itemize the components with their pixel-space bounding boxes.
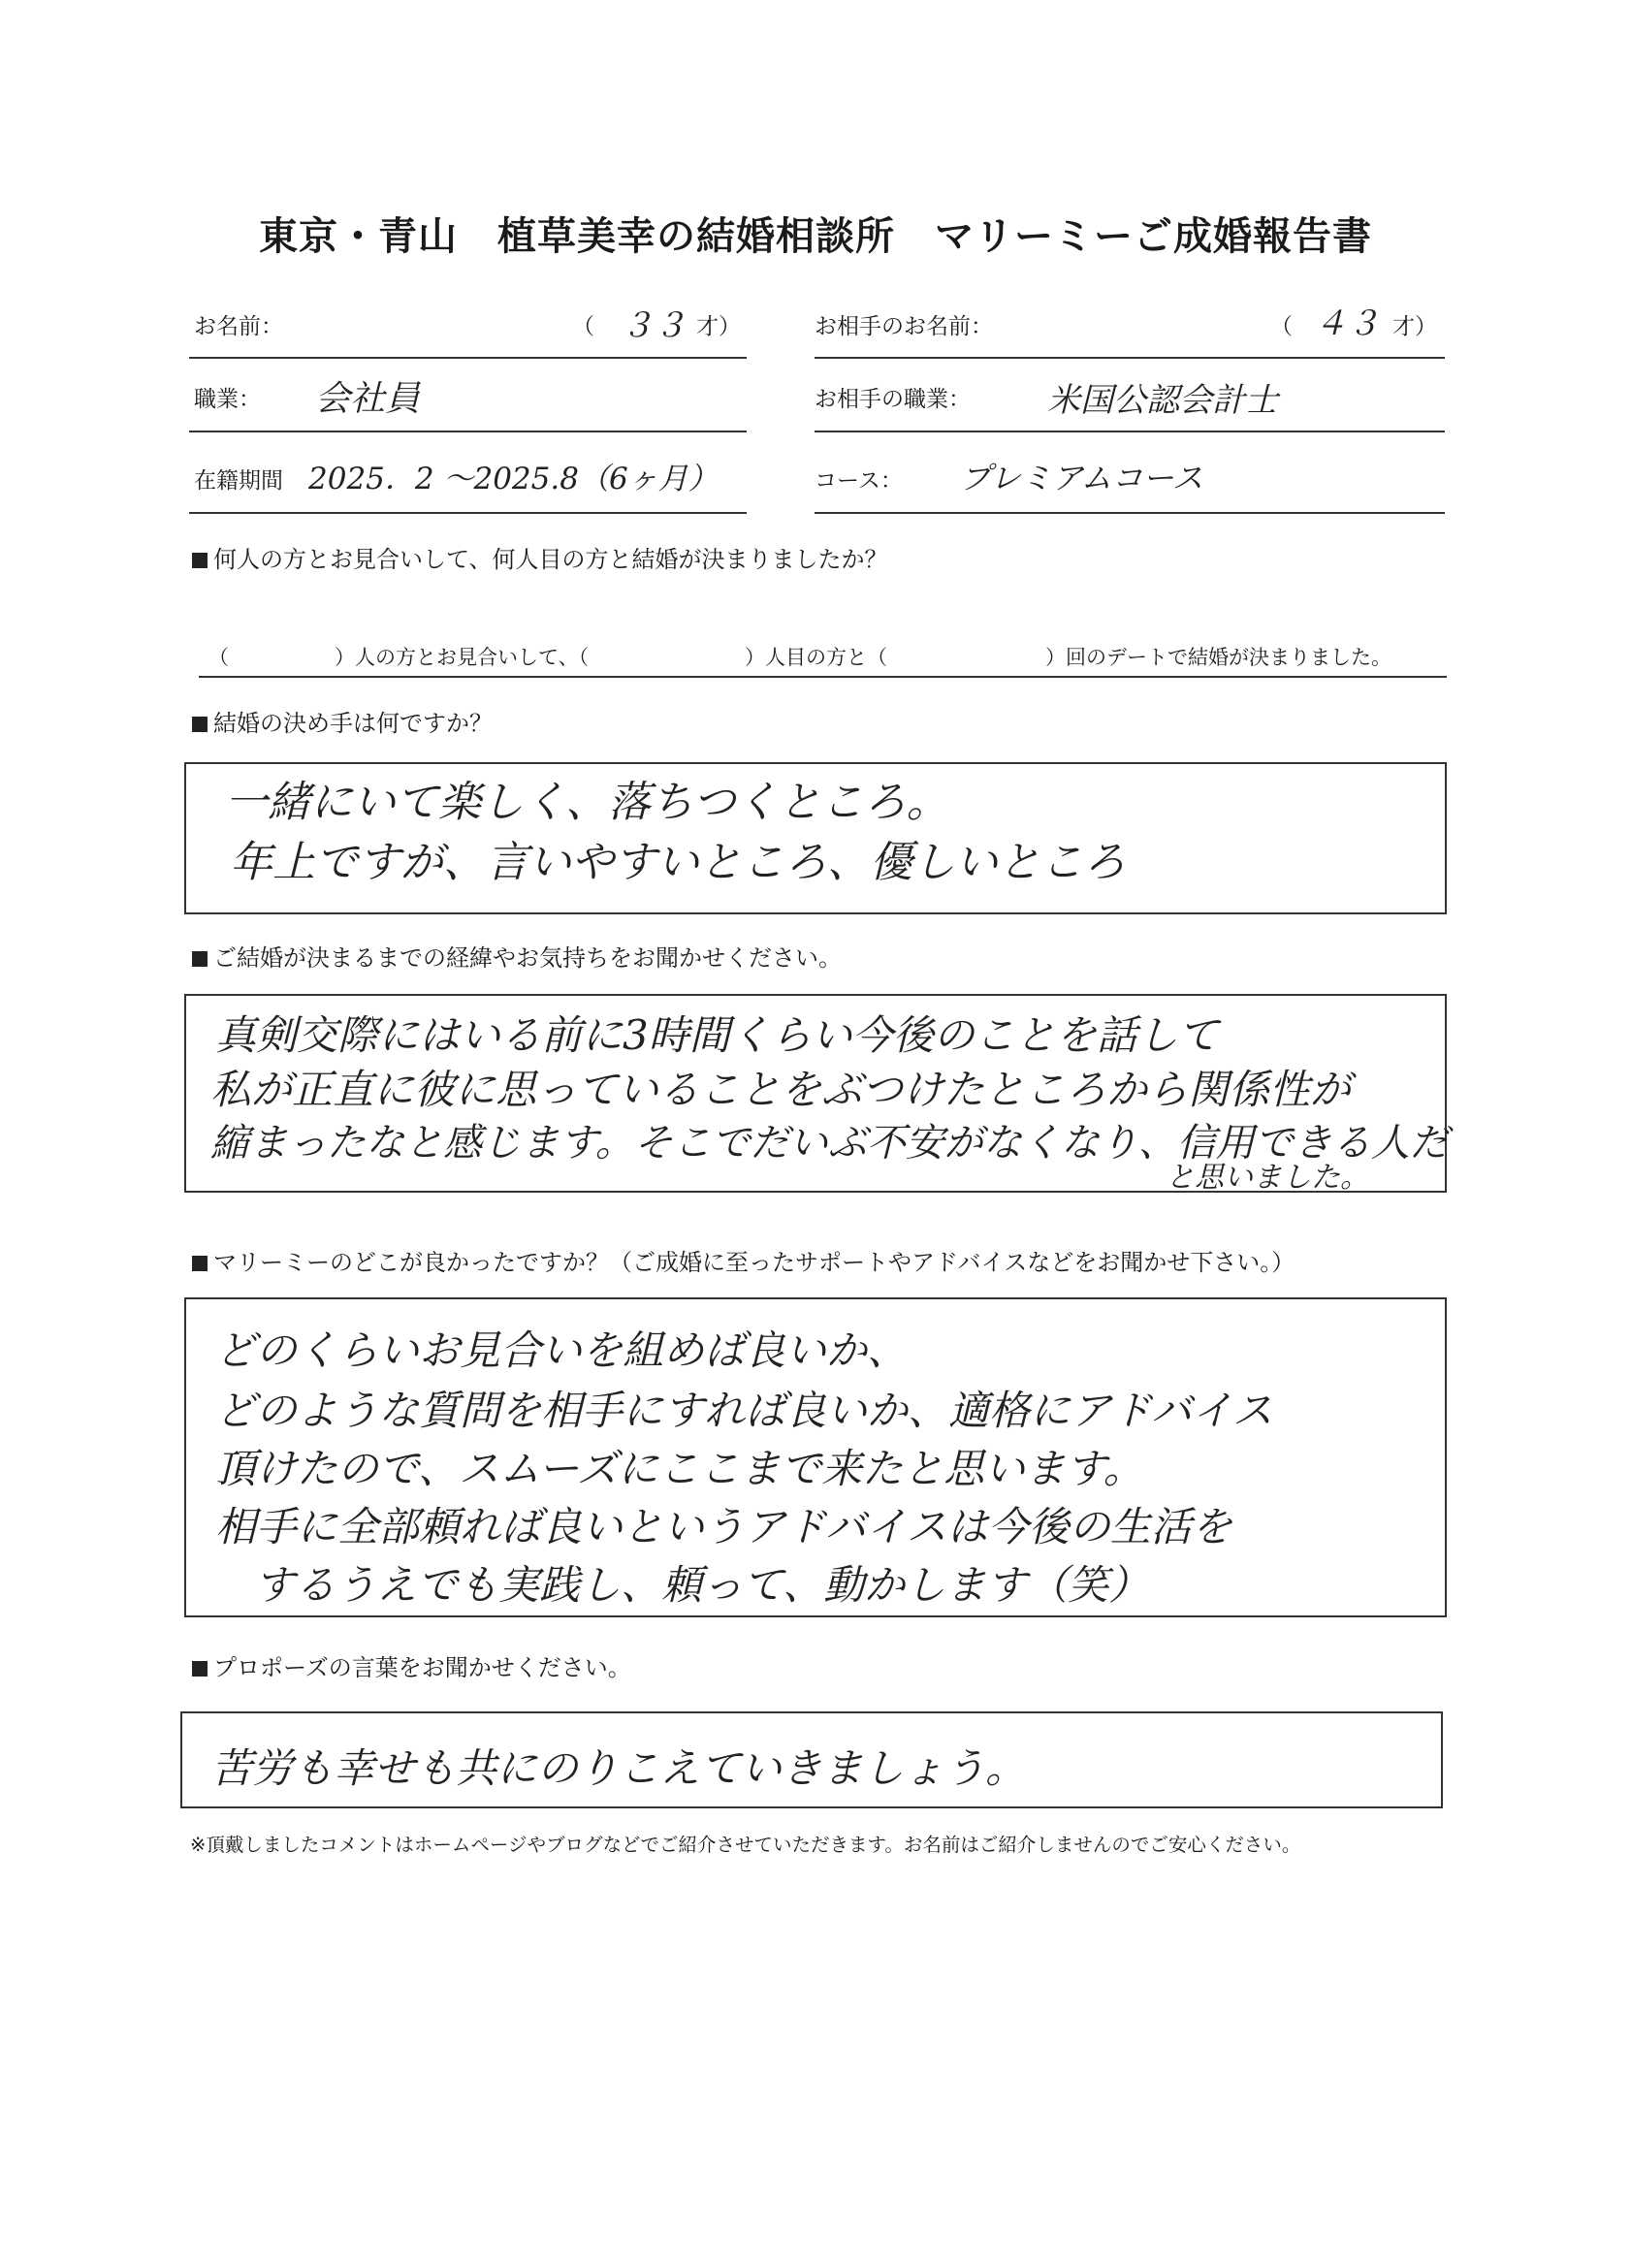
partner-job-label: お相手の職業： (815, 387, 971, 412)
q2-heading (192, 704, 493, 738)
partner-name-underline (815, 357, 1445, 359)
age-value: ３３ (621, 306, 687, 345)
q2-answer-line-1: 一緒にいて楽しく、落ちつくところ。 (225, 778, 949, 827)
period-label: 在籍期間 (194, 468, 283, 494)
q4-answer-line-2: どのような質問を相手にすれば良いか、適格にアドバイス (215, 1387, 1273, 1434)
q1-text-2: ）人の方とお見合いして、（ (335, 646, 590, 669)
period-underline (189, 512, 747, 514)
q5-question: プロポーズの言葉をお聞かせください。 (213, 1654, 631, 1681)
course-underline (815, 512, 1445, 514)
q1-paren-1: （ (208, 646, 229, 669)
q3-answer-tail: と思いました。 (1166, 1161, 1369, 1195)
q3-answer-line-3: 縮まったなと感じます。そこでだいぶ不安がなくなり、信用できる人だ (210, 1121, 1449, 1166)
q4-answer-box (184, 1297, 1447, 1617)
square-bullet-icon (192, 951, 208, 967)
job-label: 職業： (194, 387, 261, 412)
partner-name-label: お相手のお名前： (815, 314, 993, 339)
q3-answer-line-2: 私が正直に彼に思っていることをぶつけたところから関係性が (210, 1066, 1352, 1113)
q4-question: マリーミーのどこが良かったですか？（ご成婚に至ったサポートやアドバイスなどをお聞かせ下さい。） (213, 1249, 1295, 1276)
period-value: 2025．2 〜2025.8（6ヶ月） (308, 462, 719, 496)
q1-text-3: ）人目の方と（ (745, 646, 887, 669)
name-label: お名前： (194, 314, 283, 339)
q2-answer-line-2: 年上ですが、言いやすいところ、優しいところ (230, 838, 1126, 887)
square-bullet-icon (192, 553, 208, 568)
q3-answer-box (184, 994, 1447, 1193)
report-title: 東京・青山 植草美幸の結婚相談所 マリーミーご成婚報告書 (259, 214, 1372, 259)
q4-heading (192, 1243, 1295, 1277)
partner-age-close: 才） (1392, 314, 1437, 339)
footer-note: ※頂戴しましたコメントはホームページやブログなどでご紹介させていただきます。お名前はご紹介しませんのでご安心ください。 (190, 1834, 1301, 1856)
job-value: 会社員 (315, 379, 421, 419)
partner-job-value: 米国公認会計士 (1047, 381, 1278, 420)
q4-answer-line-4: 相手に全部頼れば良いというアドバイスは今後の生活を (215, 1503, 1232, 1550)
course-value: プレミアムコース (960, 460, 1203, 496)
partner-age-value: ４３ (1314, 304, 1380, 343)
q4-answer-line-1: どのくらいお見合いを組めば良いか、 (215, 1326, 909, 1374)
q3-heading (192, 939, 842, 973)
course-label: コース： (815, 468, 903, 494)
partner-job-underline (815, 431, 1445, 432)
partner-age-open-paren: （ (1270, 314, 1293, 339)
q4-answer-line-5: するうえでも実践し、頼って、動かします（笑） (254, 1561, 1150, 1609)
square-bullet-icon (192, 717, 208, 732)
q2-question: 結婚の決め手は何ですか？ (213, 710, 493, 737)
q1-underline (199, 676, 1447, 678)
job-underline (189, 431, 747, 432)
q5-answer-line-1: 苦労も幸せも共にのりこえていきましょう。 (211, 1744, 1027, 1792)
square-bullet-icon (192, 1661, 208, 1677)
q5-answer-box (180, 1711, 1443, 1808)
q3-question: ご結婚が決まるまでの経緯やお気持ちをお聞かせください。 (213, 944, 842, 972)
q1-heading (192, 540, 888, 574)
age-open-paren: （ (572, 314, 594, 339)
q1-text-4: ）回のデートで結婚が決まりました。 (1045, 646, 1391, 669)
q2-answer-box (184, 762, 1447, 914)
age-close: 才） (696, 314, 741, 339)
q5-heading (192, 1648, 631, 1682)
q1-question: 何人の方とお見合いして、何人目の方と結婚が決まりましたか？ (213, 546, 888, 573)
q3-answer-line-1: 真剣交際にはいる前に3時間くらい今後のことを話して (215, 1011, 1219, 1059)
q4-answer-line-3: 頂けたので、スムーズにここまで来たと思います。 (215, 1445, 1144, 1492)
name-underline (189, 357, 747, 359)
square-bullet-icon (192, 1256, 208, 1271)
